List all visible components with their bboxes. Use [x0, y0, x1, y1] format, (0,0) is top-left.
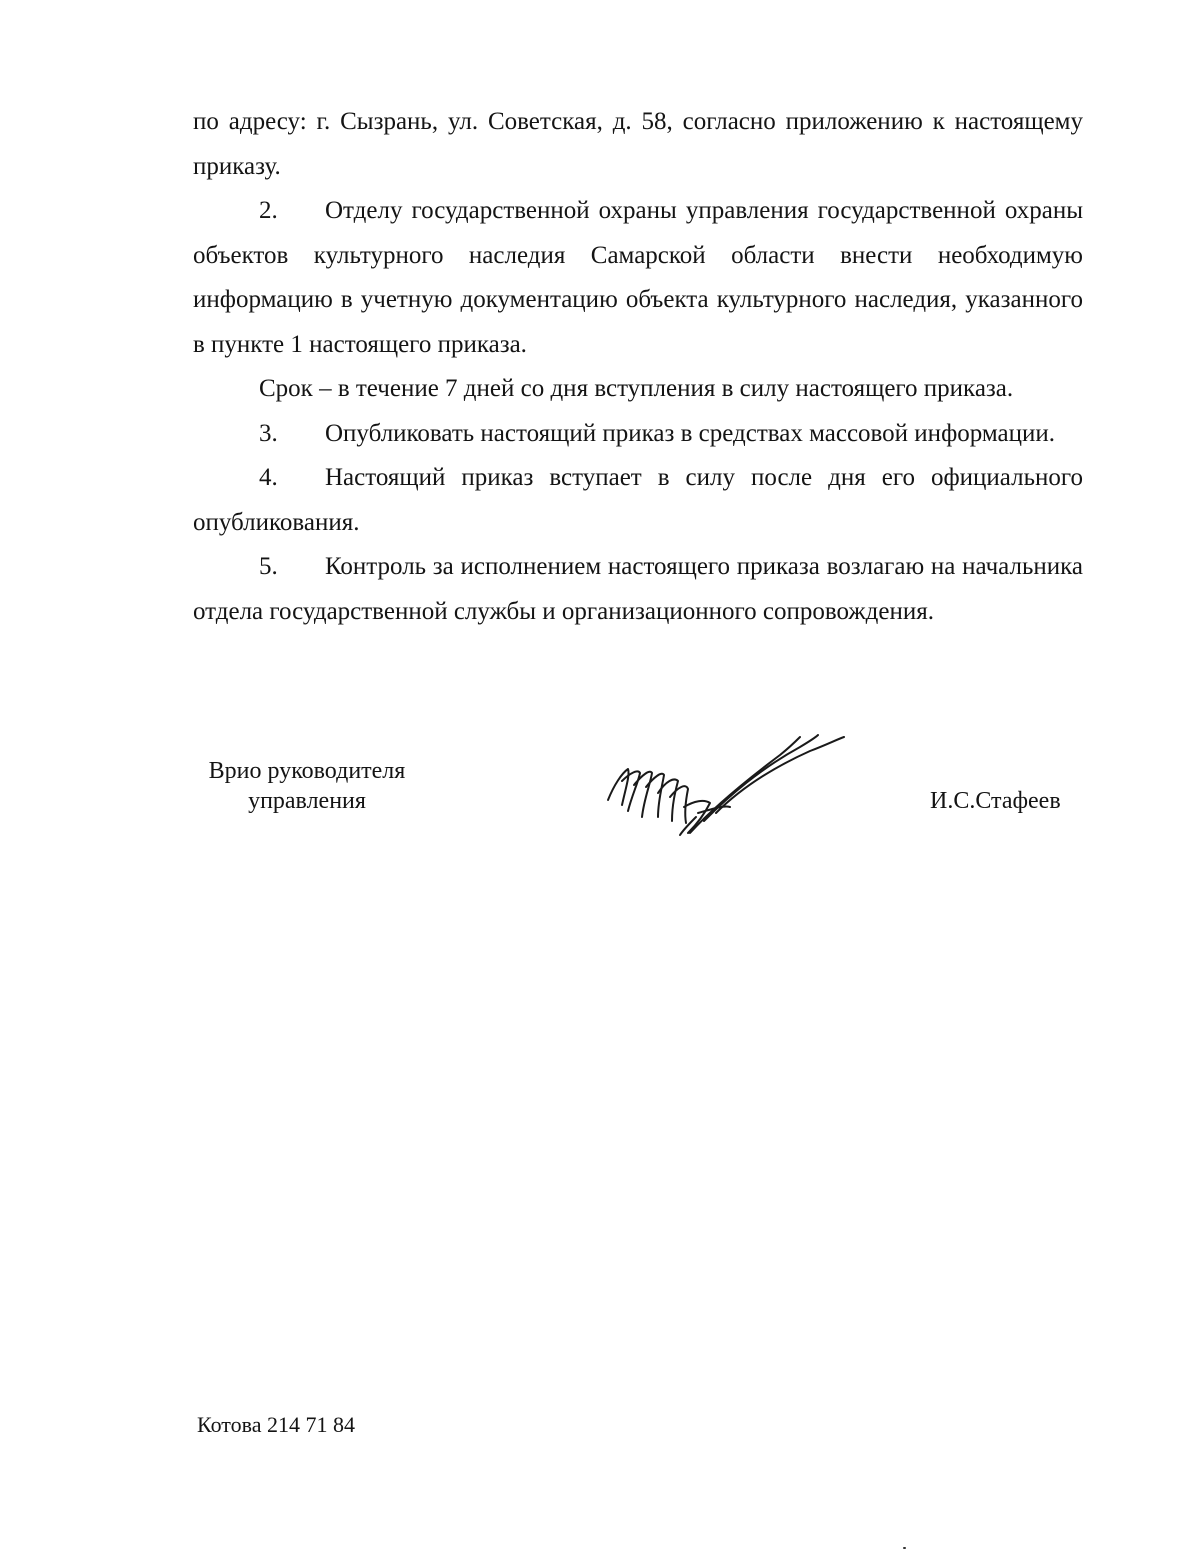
signatory-title-line-2: управления	[248, 788, 366, 814]
item-text: Отделу государственной охраны управления государственной охраны объектов культурного наследия Самарской области внести необходимую информацию в учетную документацию объекта культурного наследия, указанного в пункте 1 настоящего приказа.	[193, 197, 1083, 358]
signatory-title-line-1: Врио руководителя	[208, 758, 406, 784]
item-number: 2.	[259, 197, 278, 224]
document-body	[193, 100, 1083, 634]
paragraph-item-2	[193, 189, 1083, 367]
item-number: 4.	[259, 464, 278, 491]
scan-speck	[903, 1547, 906, 1549]
handwritten-signature	[600, 725, 850, 840]
paragraph-item-5	[193, 545, 1083, 634]
executor-contact: Котова 214 71 84	[197, 1412, 355, 1437]
paragraph-deadline: Срок – в течение 7 дней со дня вступления в силу настоящего приказа.	[259, 375, 1014, 402]
item-number: 3.	[259, 419, 278, 447]
paragraph-address: по адресу: г. Сызрань, ул. Советская, д. 58, согласно приложению к настоящему приказу.	[193, 108, 1083, 180]
paragraph-item-3	[193, 412, 1083, 457]
item-text: Настоящий приказ вступает в силу после дня его официального опубликования.	[193, 464, 1083, 536]
signatory-title	[207, 756, 407, 816]
item-number: 5.	[259, 553, 278, 580]
signatory-name: И.С.Стафеев	[930, 788, 1061, 814]
paragraph-item-4	[193, 456, 1083, 545]
item-text: Опубликовать настоящий приказ в средствах массовой информации.	[325, 419, 1056, 447]
item-text: Контроль за исполнением настоящего приказа возлагаю на начальника отдела государственной службы и организационного сопровождения.	[193, 553, 1083, 625]
